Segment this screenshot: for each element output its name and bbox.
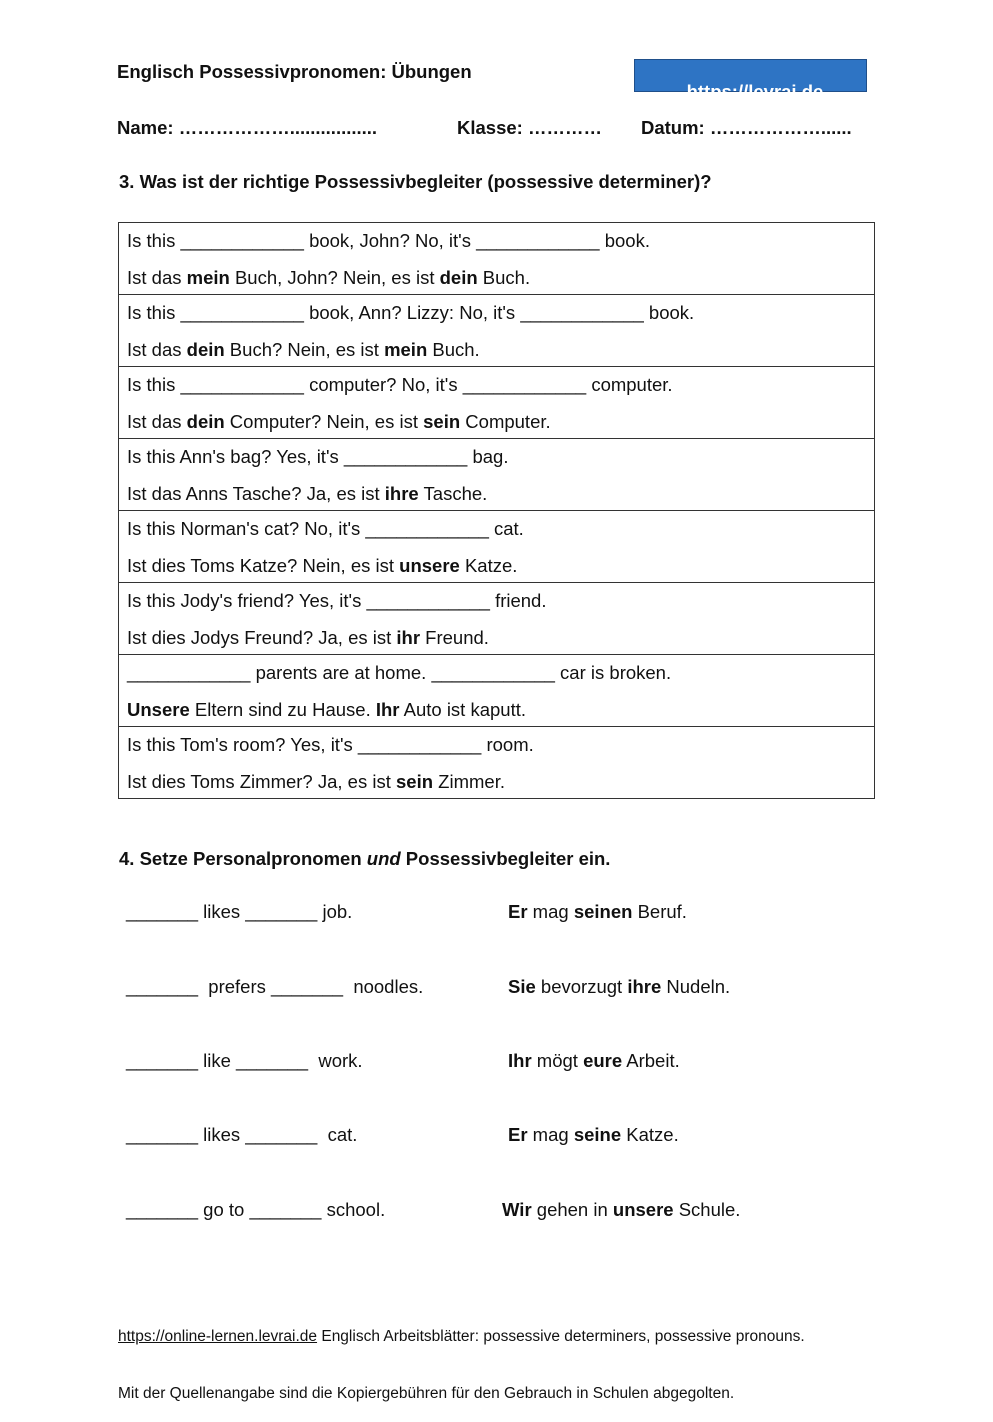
exercise-cell (119, 511, 875, 583)
class-field-label: Klasse: ………… (457, 117, 602, 138)
exercise-row (119, 439, 875, 511)
german-hint (508, 901, 687, 923)
text-segment: Arbeit. (622, 1050, 680, 1071)
text-segment: gehen in (531, 1199, 613, 1220)
bold-word: mein (186, 267, 230, 288)
text-segment: Buch. (477, 267, 531, 288)
exercise-cell (119, 223, 875, 295)
text-segment: Buch. (427, 339, 480, 360)
footer-line-1-text: Englisch Arbeitsblätter: possessive determiners, possessive pronouns. (317, 1328, 805, 1345)
website-link[interactable]: https://levrai.de (686, 81, 824, 102)
text-segment: Tasche. (418, 483, 488, 504)
exercise-row (119, 295, 875, 367)
date-field-label: Datum: ………………...... (641, 117, 852, 138)
exercise-cell (119, 727, 875, 799)
text-segment: Ist dies Toms Katze? Nein, es ist (127, 555, 400, 576)
text-segment: Ist dies Toms Zimmer? Ja, es ist (127, 771, 396, 792)
italic-word: und (366, 848, 401, 869)
exercise-3-table (118, 222, 875, 799)
bold-word: eure (583, 1050, 623, 1071)
english-sentence: Is this Jody's friend? Yes, it's ____________ friend. (127, 590, 547, 611)
english-sentence: Is this ____________ book, Ann? Lizzy: No, it's ____________ book. (127, 302, 695, 323)
bold-word: Sie (508, 976, 536, 997)
text-segment: Auto ist kaputt. (399, 699, 526, 720)
english-sentence: Is this Tom's room? Yes, it's ____________ room. (127, 734, 534, 755)
exercise-cell (119, 439, 875, 511)
exercise-cell (119, 655, 875, 727)
german-translation (127, 626, 866, 650)
text-segment: Ist das (127, 339, 187, 360)
english-sentence: Is this ____________ computer? No, it's ____________ computer. (127, 374, 673, 395)
fill-in-sentence: _______ go to _______ school. (126, 1199, 386, 1220)
text-segment: bevorzugt (535, 976, 628, 997)
text-segment: Zimmer. (433, 771, 505, 792)
bold-word: Unsere (127, 699, 190, 720)
bold-word: Er (508, 1124, 528, 1145)
german-translation (127, 482, 866, 506)
german-hint (502, 1199, 740, 1221)
english-sentence: Is this ____________ book, John? No, it's ____________ book. (127, 230, 650, 251)
footer (118, 1289, 805, 1422)
german-translation (127, 554, 866, 578)
text-segment: Computer. (460, 411, 551, 432)
bold-word: ihre (384, 483, 419, 504)
text-segment: Ist das (127, 267, 187, 288)
footer-line-2: Mit der Quellenangabe sind die Kopiergebühren für den Gebrauch in Schulen abgegolten. (118, 1385, 735, 1402)
text-segment: Katze. (459, 555, 518, 576)
german-translation (127, 698, 866, 722)
text-segment: Beruf. (632, 901, 687, 922)
text-segment: Freund. (420, 627, 489, 648)
exercise-cell (119, 367, 875, 439)
text-segment: Computer? Nein, es ist (224, 411, 424, 432)
bold-word: sein (423, 411, 461, 432)
text-segment: Possessivbegleiter ein. (400, 848, 611, 869)
bold-word: dein (186, 411, 225, 432)
exercise-cell (119, 583, 875, 655)
text-segment: Katze. (621, 1124, 679, 1145)
bold-word: Wir (502, 1199, 532, 1220)
text-segment: 4. Setze Personalpronomen (119, 848, 367, 869)
text-segment: Ist das Anns Tasche? Ja, es ist (127, 483, 385, 504)
website-link-box[interactable] (634, 59, 867, 102)
exercise-row (119, 583, 875, 655)
german-hint (508, 976, 730, 998)
bold-word: Er (508, 901, 528, 922)
text-segment: Buch, John? Nein, es ist (229, 267, 440, 288)
german-translation (127, 410, 866, 434)
text-segment: Buch? Nein, es ist (224, 339, 385, 360)
english-sentence: Is this Norman's cat? No, it's ____________ cat. (127, 518, 524, 539)
bold-word: ihr (396, 627, 421, 648)
exercise-row (119, 223, 875, 295)
section-3-title: 3. Was ist der richtige Possessivbegleiter (possessive determiner)? (119, 171, 712, 192)
text-segment: Eltern sind zu Hause. (189, 699, 376, 720)
fill-in-sentence: _______ prefers _______ noodles. (126, 976, 424, 997)
german-hint (508, 1124, 679, 1146)
exercise-row (119, 511, 875, 583)
bold-word: seine (573, 1124, 622, 1145)
fill-in-sentence: _______ like _______ work. (126, 1050, 363, 1071)
text-segment: Ist das (127, 411, 187, 432)
text-segment: mögt (531, 1050, 584, 1071)
footer-link[interactable]: https://online-lernen.levrai.de (118, 1328, 318, 1345)
bold-word: mein (384, 339, 428, 360)
exercise-row (119, 727, 875, 799)
bold-word: Ihr (508, 1050, 532, 1071)
exercise-cell (119, 295, 875, 367)
bold-word: unsere (399, 555, 460, 576)
fill-in-sentence: _______ likes _______ cat. (126, 1124, 358, 1145)
exercise-row (119, 655, 875, 727)
german-translation (127, 770, 866, 794)
text-segment: mag (527, 901, 574, 922)
bold-word: Ihr (375, 699, 400, 720)
german-translation (127, 338, 866, 362)
bold-word: dein (186, 339, 225, 360)
german-translation (127, 266, 866, 290)
section-4-title (119, 848, 610, 870)
text-segment: Nudeln. (661, 976, 731, 997)
text-segment: Schule. (673, 1199, 741, 1220)
worksheet-title: Englisch Possessivpronomen: Übungen (117, 61, 472, 82)
bold-word: sein (396, 771, 434, 792)
text-segment: mag (527, 1124, 574, 1145)
name-field-label: Name: ………………................. (117, 117, 378, 138)
bold-word: dein (439, 267, 478, 288)
bold-word: seinen (573, 901, 633, 922)
bold-word: unsere (612, 1199, 674, 1220)
english-sentence: ____________ parents are at home. ____________ car is broken. (127, 662, 672, 683)
fill-in-sentence: _______ likes _______ job. (126, 901, 353, 922)
exercise-row (119, 367, 875, 439)
text-segment: Ist dies Jodys Freund? Ja, es ist (127, 627, 397, 648)
german-hint (508, 1050, 680, 1072)
bold-word: ihre (627, 976, 662, 997)
english-sentence: Is this Ann's bag? Yes, it's ____________ bag. (127, 446, 509, 467)
